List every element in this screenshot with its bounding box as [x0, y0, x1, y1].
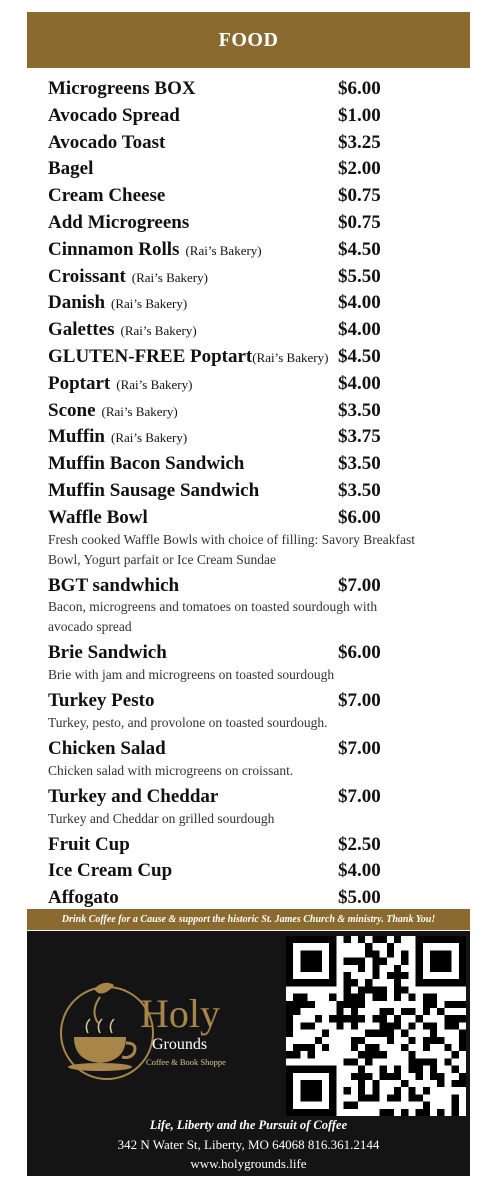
item-price: $4.00: [338, 372, 381, 394]
item-name: Waffle Bowl: [48, 506, 148, 528]
item-price: $6.00: [338, 78, 381, 99]
menu-item: [48, 156, 428, 183]
item-name: Add Microgreens: [48, 211, 190, 233]
menu-item: [48, 736, 428, 763]
item-note: (Rai’s Bakery): [185, 242, 262, 258]
menu-item: [48, 451, 428, 478]
menu-item: [48, 858, 428, 885]
item-name: GLUTEN-FREE Poptart: [48, 345, 253, 367]
item-name: Croissant: [48, 265, 126, 287]
item-name: Ice Cream Cup: [48, 860, 173, 882]
item-price: $7.00: [338, 690, 381, 712]
item-name: Scone: [48, 399, 96, 421]
menu-item: [48, 398, 428, 425]
item-name: Avocado Spread: [48, 104, 180, 126]
item-name: Danish: [48, 292, 106, 314]
item-name: Muffin: [48, 426, 105, 448]
item-price: $7.00: [338, 574, 381, 596]
qr-code[interactable]: [286, 936, 466, 1116]
menu-item: [48, 784, 428, 811]
item-name: Cream Cheese: [48, 185, 166, 207]
item-description: Fresh cooked Waffle Bowls with choice of filling: Savory Breakfast Bowl, Yogurt parfait or Ice Cream Sundae: [48, 531, 415, 567]
cause-text: Drink Coffee for a Cause & support the historic St. James Church & ministry. Thank You!: [61, 914, 436, 925]
menu-item: [48, 264, 428, 291]
menu-header: [27, 12, 470, 68]
address: 342 N Water St, Liberty, MO 64068 816.361.2144: [117, 1137, 380, 1152]
item-name: Brie Sandwich: [48, 642, 167, 664]
menu-item: [48, 344, 428, 371]
item-note: (Rai’s Bakery): [111, 430, 188, 446]
menu-item: [48, 640, 428, 667]
item-price: $4.50: [338, 238, 381, 260]
item-note: (Rai’s Bakery): [101, 403, 178, 419]
item-name: Turkey and Cheddar: [48, 785, 219, 807]
menu-item: [48, 424, 428, 451]
menu-item: [48, 688, 428, 715]
menu-item: [48, 573, 428, 600]
menu-item: [48, 237, 428, 264]
menu-item: [48, 317, 428, 344]
item-note: (Rai’s Bakery): [120, 323, 197, 339]
item-price: $2.50: [338, 833, 381, 855]
menu-item: [48, 210, 428, 237]
menu-item: [48, 885, 428, 912]
item-description: Brie with jam and microgreens on toasted sourdough: [48, 667, 335, 683]
item-name: Cinnamon Rolls: [48, 238, 180, 260]
item-name: Microgreens BOX: [48, 78, 196, 99]
item-price: $5.00: [338, 887, 381, 909]
item-name: Galettes: [48, 319, 115, 341]
item-note: (Rai’s Bakery): [116, 376, 193, 392]
item-price: $2.00: [338, 158, 381, 180]
item-description: Turkey and Cheddar on grilled sourdough: [48, 810, 275, 826]
menu-item: [48, 371, 428, 398]
menu-item: [48, 103, 428, 130]
tagline: Life, Liberty and the Pursuit of Coffee: [149, 1118, 348, 1132]
item-price: $4.00: [338, 860, 381, 882]
item-price: $7.00: [338, 785, 381, 807]
item-name: Poptart: [48, 372, 111, 394]
menu-item: [48, 832, 428, 859]
item-name: BGT sandwhich: [48, 574, 180, 596]
item-description: Chicken salad with microgreens on croissant.: [48, 762, 294, 778]
holy-grounds-logo: [52, 975, 267, 1095]
logo-sub: Grounds: [152, 1036, 208, 1053]
logo-tag: Coffee & Book Shoppe: [146, 1057, 226, 1067]
item-price: $6.00: [338, 506, 381, 528]
item-price: $0.75: [338, 211, 381, 233]
item-price: $0.75: [338, 185, 381, 207]
item-name: Muffin Bacon Sandwich: [48, 453, 245, 475]
item-price: $3.75: [338, 426, 381, 448]
menu-title: FOOD: [218, 28, 279, 51]
item-price: $6.00: [338, 642, 381, 664]
item-price: $3.50: [338, 453, 381, 475]
item-name: Chicken Salad: [48, 737, 166, 759]
item-name: Fruit Cup: [48, 833, 130, 855]
menu-item: [48, 183, 428, 210]
menu-item: [48, 76, 428, 103]
item-price: $5.50: [338, 265, 381, 287]
menu-list: [48, 76, 428, 912]
item-note: (Rai’s Bakery): [111, 296, 188, 312]
menu-item: [48, 478, 428, 505]
item-price: $7.00: [338, 737, 381, 759]
item-name: Avocado Toast: [48, 131, 166, 153]
item-name: Affogato: [48, 887, 119, 909]
item-price: $4.00: [338, 319, 381, 341]
logo-word: Holy: [140, 991, 220, 1036]
item-name: Bagel: [48, 158, 94, 180]
menu-item: [48, 505, 428, 532]
item-price: $3.50: [338, 479, 381, 501]
menu-item: [48, 290, 428, 317]
item-price: $4.00: [338, 292, 381, 314]
cause-banner: [27, 909, 470, 930]
item-name: Muffin Sausage Sandwich: [48, 479, 260, 501]
item-description: Turkey, pesto, and provolone on toasted sourdough.: [48, 714, 328, 730]
item-price: $1.00: [338, 104, 381, 126]
item-price: $3.50: [338, 399, 381, 421]
website-link[interactable]: www.holygrounds.life: [190, 1156, 307, 1171]
item-name: Turkey Pesto: [48, 690, 155, 712]
item-note: (Rai’s Bakery): [131, 269, 208, 285]
item-price: $4.50: [338, 345, 381, 367]
menu-item: [48, 130, 428, 157]
item-note: (Rai’s Bakery): [252, 349, 329, 365]
item-price: $3.25: [338, 131, 381, 153]
item-description: Bacon, microgreens and tomatoes on toasted sourdough with avocado spread: [48, 599, 378, 635]
